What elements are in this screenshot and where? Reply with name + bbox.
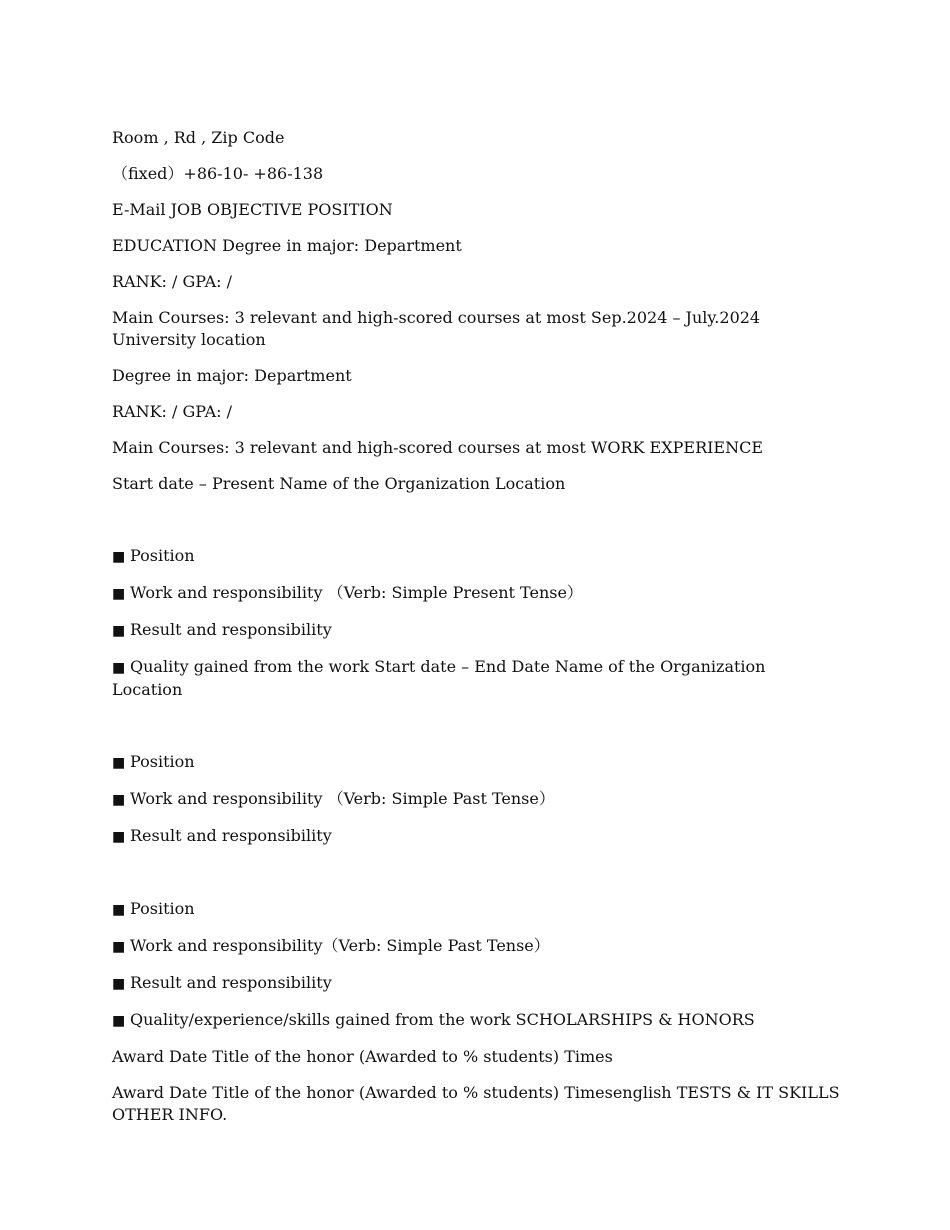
bullet-square-icon: ■ xyxy=(112,660,126,676)
bullet-square-icon: ■ xyxy=(112,902,126,918)
bullet-square-icon: ■ xyxy=(112,939,126,955)
bullet-item xyxy=(112,582,840,605)
bullet-item xyxy=(112,935,840,958)
bullet-item xyxy=(112,656,840,701)
education-rank-2: RANK: / GPA: / xyxy=(112,402,233,421)
education-courses-2: Main Courses: 3 relevant and high-scored courses at most WORK EXPERIENCE xyxy=(112,438,764,457)
email-objective-line: E-Mail JOB OBJECTIVE POSITION xyxy=(112,200,393,219)
bullet-text: Result and responsibility xyxy=(130,620,332,639)
bullet-square-icon: ■ xyxy=(112,623,126,639)
bullet-text: Position xyxy=(130,899,195,918)
bullet-text: Quality/experience/skills gained from the work SCHOLARSHIPS & HONORS xyxy=(130,1010,755,1029)
spacer xyxy=(112,862,840,898)
education-rank-1: RANK: / GPA: / xyxy=(112,272,233,291)
bullet-item xyxy=(112,545,840,568)
bullet-square-icon: ■ xyxy=(112,549,126,565)
bullet-item xyxy=(112,619,840,642)
bullet-item xyxy=(112,788,840,811)
bullet-text: Result and responsibility xyxy=(130,826,332,845)
bullet-item xyxy=(112,825,840,848)
bullet-item xyxy=(112,898,840,921)
bullet-square-icon: ■ xyxy=(112,755,126,771)
bullet-text: Work and responsibility（Verb: Simple Past Tense） xyxy=(130,936,550,955)
bullet-text: Work and responsibility （Verb: Simple Past Tense） xyxy=(130,789,555,808)
education-degree-1: EDUCATION Degree in major: Department xyxy=(112,236,462,255)
spacer xyxy=(112,509,840,545)
bullet-text: Result and responsibility xyxy=(130,973,332,992)
bullet-square-icon: ■ xyxy=(112,976,126,992)
bullet-square-icon: ■ xyxy=(112,792,126,808)
resume-document xyxy=(112,127,840,1140)
phone-line: （fixed）+86-10- +86-138 xyxy=(112,164,324,183)
honor-line-2: Award Date Title of the honor (Awarded to % students) Timesenglish TESTS & IT SKILLS OTHER INFO. xyxy=(112,1083,840,1124)
honor-line-1: Award Date Title of the honor (Awarded to % students) Times xyxy=(112,1047,613,1066)
bullet-item xyxy=(112,972,840,995)
bullet-item xyxy=(112,1009,840,1032)
education-courses-1: Main Courses: 3 relevant and high-scored courses at most Sep.2024 – July.2024 University location xyxy=(112,308,761,349)
work-header-line: Start date – Present Name of the Organization Location xyxy=(112,474,566,493)
bullet-square-icon: ■ xyxy=(112,586,126,602)
spacer xyxy=(112,715,840,751)
bullet-item xyxy=(112,751,840,774)
bullet-square-icon: ■ xyxy=(112,829,126,845)
bullet-text: Position xyxy=(130,752,195,771)
bullet-text: Quality gained from the work Start date – End Date Name of the Organization Location xyxy=(112,657,766,699)
bullet-text: Work and responsibility （Verb: Simple Present Tense） xyxy=(130,583,583,602)
bullet-square-icon: ■ xyxy=(112,1013,126,1029)
education-degree-2: Degree in major: Department xyxy=(112,366,352,385)
address-line: Room , Rd , Zip Code xyxy=(112,128,285,147)
bullet-text: Position xyxy=(130,546,195,565)
